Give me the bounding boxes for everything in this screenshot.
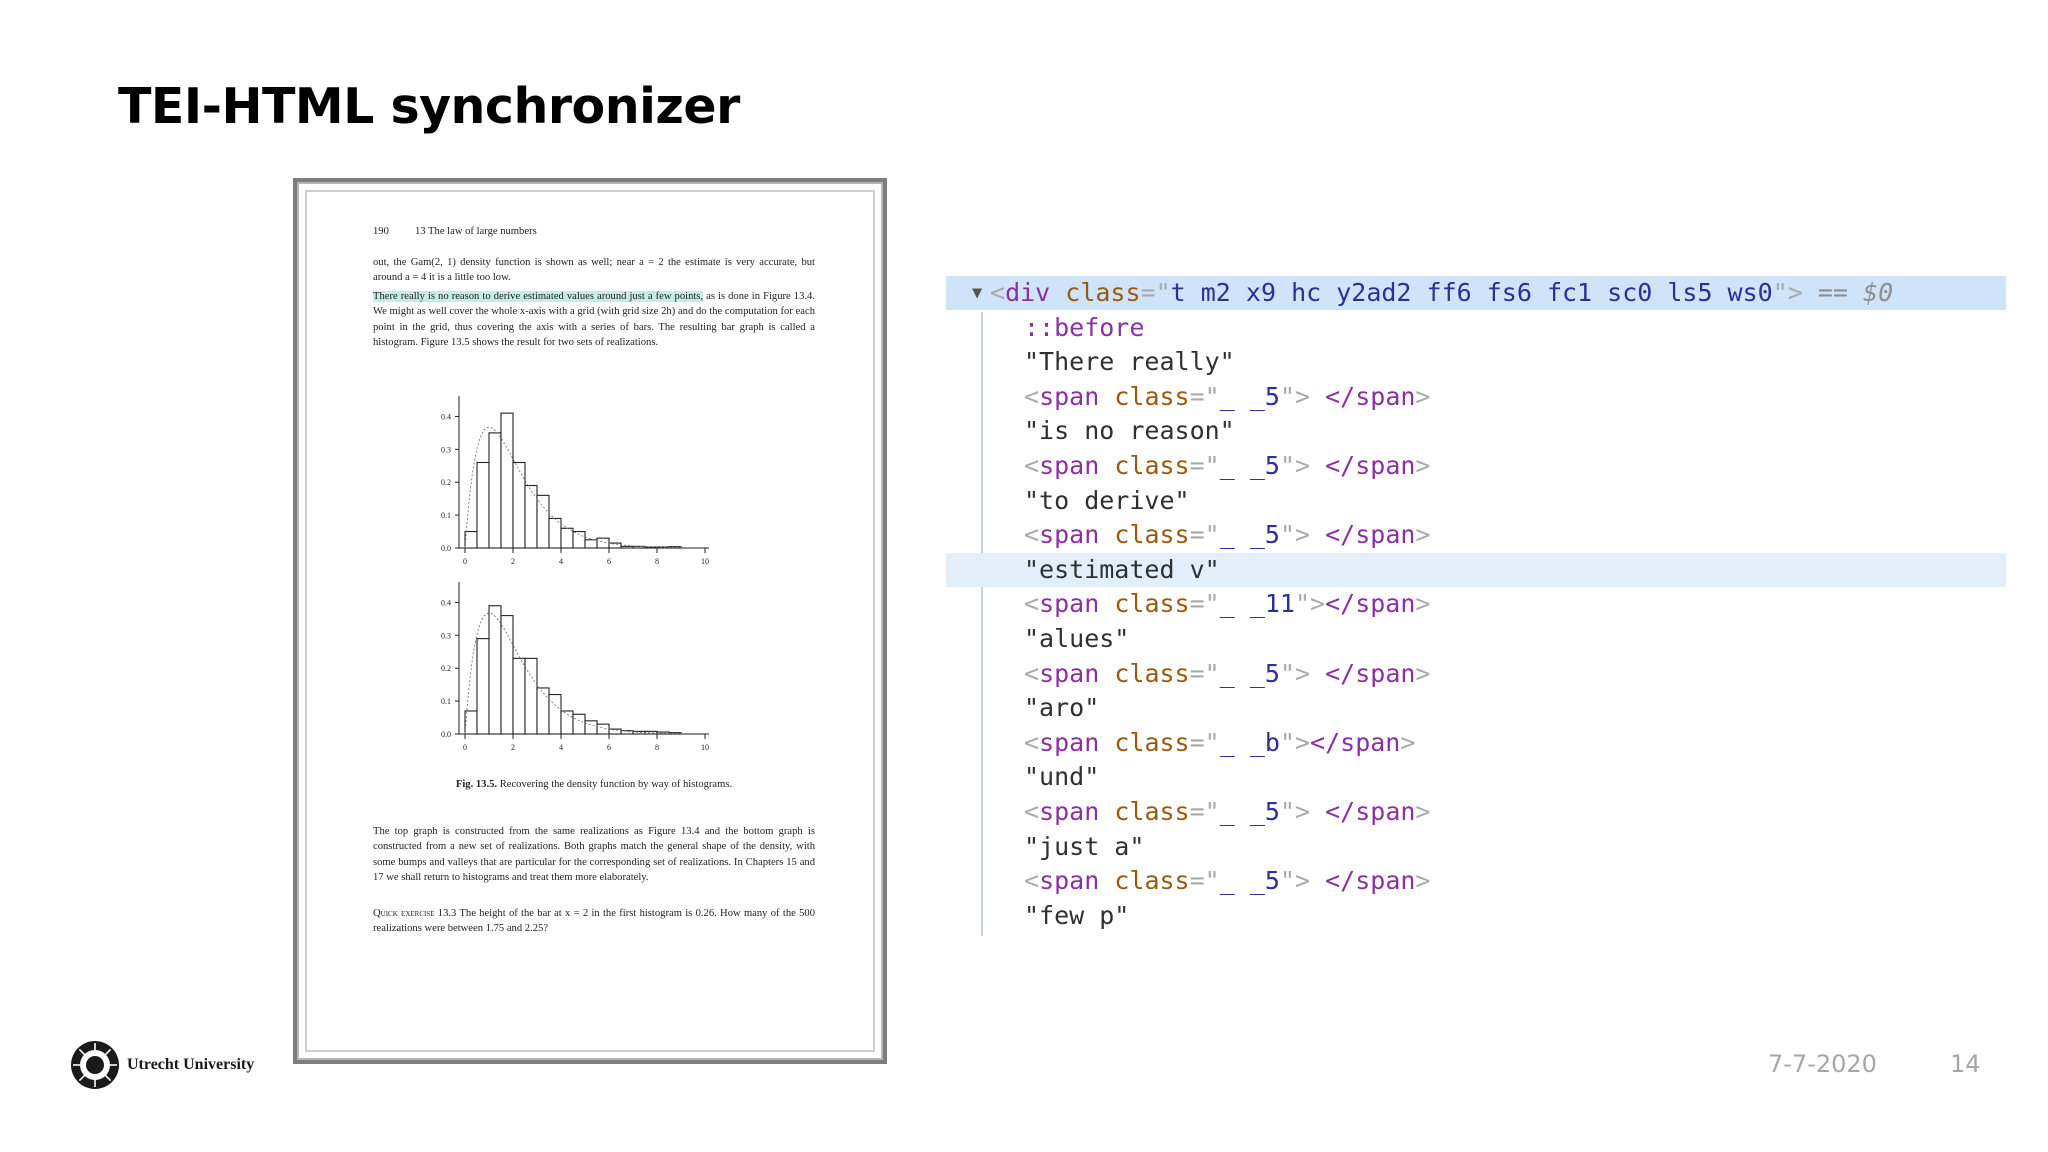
closing-tag: </span [1325, 797, 1416, 826]
text-node: "is no reason" [1024, 416, 1235, 445]
tag-name: span [1039, 728, 1100, 757]
tag-bracket: > [1415, 659, 1431, 688]
dom-node-content [1024, 380, 1430, 414]
histogram-bar [513, 462, 525, 548]
selected-node-marker: == $0 [1817, 278, 1894, 307]
dom-node-content [1024, 311, 1144, 345]
figure-caption-text: Recovering the density function by way of histograms. [497, 779, 733, 790]
tag-bracket: < [1024, 589, 1040, 618]
histogram-bar [585, 721, 597, 734]
dom-node-span[interactable] [946, 518, 2006, 552]
y-tick-label: 0.4 [441, 598, 451, 608]
tag-name: span [1039, 382, 1100, 411]
dom-node-text[interactable] [946, 414, 2006, 448]
dom-node-pseudo[interactable] [946, 311, 2006, 345]
dom-node-content [1024, 657, 1430, 691]
histogram-bar [477, 462, 489, 548]
y-tick-label: 0.1 [441, 511, 451, 521]
tag-name: span [1039, 451, 1100, 480]
space [1099, 520, 1114, 549]
tag-name: div [1005, 278, 1051, 307]
closing-tag: </span [1325, 866, 1416, 895]
attr-value: _ _5 [1219, 382, 1280, 411]
dom-node-content [1024, 830, 1144, 864]
tag-bracket: < [1024, 728, 1040, 757]
figure-caption [373, 779, 815, 790]
exercise-text: The height of the bar at x = 2 in the first histogram is 0.26. How many of the 500 realizations were between 1.75 and 2.25? [373, 908, 815, 935]
x-tick-label: 2 [511, 557, 515, 566]
space [1050, 278, 1065, 307]
dom-node-content [1024, 414, 1235, 448]
tag-bracket: < [1024, 520, 1040, 549]
tag-bracket: "> [1279, 728, 1311, 757]
tag-name: span [1039, 520, 1100, 549]
y-tick-label: 0.4 [441, 412, 451, 422]
dom-node-text[interactable] [946, 553, 2006, 587]
span-inner [1310, 451, 1325, 480]
dom-node-span[interactable] [946, 657, 2006, 691]
space [1099, 451, 1114, 480]
attr-value: t m2 x9 hc y2ad2 ff6 fs6 fc1 sc0 ls5 ws0 [1170, 278, 1773, 307]
tag-bracket: "> [1279, 451, 1311, 480]
dom-node-text[interactable] [946, 691, 2006, 725]
space [1099, 866, 1114, 895]
tag-name: span [1039, 659, 1100, 688]
dom-node-content [1024, 449, 1430, 483]
attr-eq: =" [1140, 278, 1171, 307]
histogram-bar [549, 518, 561, 548]
span-inner [1310, 797, 1325, 826]
attr-name: class [1114, 589, 1190, 618]
histogram-bar [465, 711, 477, 734]
highlighted-sentence: There really is no reason to derive estimated values around just a few points, [373, 291, 704, 302]
x-tick-label: 6 [607, 557, 611, 566]
tag-bracket: > [1415, 520, 1431, 549]
dom-node-content [1024, 726, 1415, 760]
dom-node-text[interactable] [946, 345, 2006, 379]
tag-bracket: < [990, 278, 1006, 307]
paragraph-2 [373, 289, 815, 351]
histogram-bottom [423, 574, 723, 759]
dom-node-span[interactable] [946, 380, 2006, 414]
dom-node-content [1024, 587, 1430, 621]
dom-node-text[interactable] [946, 760, 2006, 794]
quick-exercise [373, 906, 815, 937]
tag-bracket: "> [1294, 589, 1326, 618]
x-tick-label: 10 [701, 743, 709, 752]
y-tick-label: 0.3 [441, 445, 451, 455]
histogram-bar [501, 413, 513, 548]
paragraph-1: out, the Gam(2, 1) density function is shown as well; near a = 2 the estimate is very accurate, but around a = 4 it is a little too low. [373, 257, 815, 284]
dom-node-text[interactable] [946, 830, 2006, 864]
histogram-bar [477, 639, 489, 734]
attr-name: class [1114, 659, 1190, 688]
dom-node-content [1024, 760, 1099, 794]
dom-node-span[interactable] [946, 587, 2006, 621]
tag-bracket: > [1415, 797, 1431, 826]
exercise-label: Quick exercise 13.3 [373, 908, 457, 919]
tag-bracket: < [1024, 659, 1040, 688]
text-node: "few p" [1024, 901, 1130, 930]
dom-node-content [1024, 553, 1220, 587]
closing-tag: </span [1325, 451, 1416, 480]
text-node: "to derive" [1024, 486, 1190, 515]
tag-bracket: "> [1279, 866, 1311, 895]
attr-eq: =" [1189, 866, 1220, 895]
histogram-bar [597, 724, 609, 734]
dom-node-content [1024, 864, 1430, 898]
tag-bracket: "> [1279, 382, 1311, 411]
histogram-bar [489, 606, 501, 734]
histogram-bar [465, 532, 477, 548]
attr-name: class [1065, 278, 1141, 307]
attr-value: _ _b [1219, 728, 1280, 757]
tag-bracket: < [1024, 451, 1040, 480]
space [1099, 382, 1114, 411]
expand-triangle-icon[interactable]: ▼ [972, 283, 983, 303]
slide-date: 7-7-2020 [1768, 1050, 1877, 1078]
space [1099, 659, 1114, 688]
dom-node-content [1024, 518, 1430, 552]
text-node: "aro" [1024, 693, 1100, 722]
histogram-bar [657, 732, 669, 734]
attr-value: _ _5 [1219, 659, 1280, 688]
attr-eq: =" [1189, 659, 1220, 688]
attr-eq: =" [1189, 520, 1220, 549]
histogram-bar [561, 528, 573, 548]
closing-tag: </span [1325, 520, 1416, 549]
dom-node-content [1024, 691, 1099, 725]
x-tick-label: 2 [511, 743, 515, 752]
x-tick-label: 0 [463, 557, 467, 566]
span-inner [1310, 659, 1325, 688]
x-tick-label: 4 [559, 743, 563, 752]
dom-node-span[interactable] [946, 795, 2006, 829]
slide-page-number: 14 [1950, 1050, 1981, 1078]
dom-node-text[interactable] [946, 622, 2006, 656]
pseudo-element: ::before [1024, 313, 1145, 342]
dom-node-span[interactable] [946, 726, 2006, 760]
closing-tag: </span [1325, 382, 1416, 411]
attr-name: class [1114, 451, 1190, 480]
tag-bracket: > [1415, 866, 1431, 895]
x-tick-label: 4 [559, 557, 563, 566]
attr-eq: =" [1189, 451, 1220, 480]
histogram-bar [633, 546, 645, 548]
histogram-bar [621, 731, 633, 734]
y-tick-label: 0.2 [441, 664, 451, 674]
attr-eq: =" [1189, 382, 1220, 411]
dom-node-markup [990, 276, 1893, 310]
book-page-image [293, 178, 887, 1064]
histogram-bar [621, 546, 633, 548]
tag-bracket: "> [1279, 659, 1311, 688]
y-tick-label: 0.0 [441, 730, 451, 739]
text-node: "alues" [1024, 624, 1130, 653]
text-node: "just a" [1024, 832, 1145, 861]
histogram-bar [501, 616, 513, 734]
tag-bracket: "> [1772, 278, 1818, 307]
dom-node-content [1024, 795, 1430, 829]
tag-name: span [1039, 589, 1100, 618]
closing-tag: </span [1325, 659, 1416, 688]
histogram-bar [645, 731, 657, 734]
histogram-bar [537, 495, 549, 548]
y-tick-label: 0.3 [441, 631, 451, 641]
space [1099, 797, 1114, 826]
span-inner [1310, 520, 1325, 549]
histogram-bar [573, 714, 585, 734]
tag-bracket: "> [1279, 797, 1311, 826]
histogram-bar [609, 543, 621, 548]
y-tick-label: 0.1 [441, 697, 451, 707]
figure-label: Fig. 13.5. [455, 779, 498, 790]
y-tick-label: 0.0 [441, 544, 451, 553]
university-name: Utrecht University [127, 1056, 255, 1073]
devtools-elements-panel [946, 276, 2006, 936]
attr-name: class [1114, 520, 1190, 549]
histogram-bar [525, 486, 537, 548]
attr-name: class [1114, 866, 1190, 895]
dom-node-text[interactable] [946, 484, 2006, 518]
dom-node-span[interactable] [946, 449, 2006, 483]
histogram-bar [525, 658, 537, 734]
histogram-bar [489, 433, 501, 548]
attr-name: class [1114, 728, 1190, 757]
histogram-bar [609, 729, 621, 734]
running-head-title: 13 The law of large numbers [415, 226, 537, 237]
tag-bracket: < [1024, 866, 1040, 895]
tag-name: span [1039, 797, 1100, 826]
histogram-bar [549, 695, 561, 734]
dom-node-span[interactable] [946, 864, 2006, 898]
y-tick-label: 0.2 [441, 478, 451, 488]
histogram-bar [669, 547, 681, 548]
x-tick-label: 0 [463, 743, 467, 752]
attr-value: _ _5 [1219, 520, 1280, 549]
paragraph-3: The top graph is constructed from the same realizations as Figure 13.4 and the bottom graph is constructed from a new set of realizations. Both graphs match the general shape of the density, with some bumps and valleys that are particular for the corresponding set of realizations. In Chapters 15 and 17 we shall return to histograms and treat them more elaborately. [373, 826, 815, 884]
tag-bracket: < [1024, 797, 1040, 826]
space [1099, 589, 1114, 618]
attr-value: _ _5 [1219, 797, 1280, 826]
histogram-bar [657, 547, 669, 548]
book-page [305, 190, 875, 1052]
tag-bracket: < [1024, 382, 1040, 411]
dom-node-text[interactable] [946, 899, 2006, 933]
dom-node-content [1024, 622, 1129, 656]
attr-value: _ _5 [1219, 451, 1280, 480]
closing-tag: </span [1310, 728, 1401, 757]
attr-value: _ _5 [1219, 866, 1280, 895]
running-head [373, 224, 815, 239]
paragraph-2-rest: as is done in Figure 13.4. We might as well cover the whole x-axis with a grid (with grid size 2h) and do the computation for each point in the grid, thus covering the axis with a series of bars. The resulting bar graph is called a histogram. Figure 13.5 shows the result for two sets of realizations. [373, 291, 815, 349]
slide-title: TEI-HTML synchronizer [118, 78, 740, 135]
span-inner [1310, 382, 1325, 411]
x-tick-label: 10 [701, 557, 709, 566]
x-tick-label: 6 [607, 743, 611, 752]
histogram-bar [537, 688, 549, 734]
tag-bracket: "> [1279, 520, 1311, 549]
x-tick-label: 8 [655, 743, 659, 752]
histogram-bar [597, 538, 609, 548]
x-tick-label: 8 [655, 557, 659, 566]
histogram-bar [633, 731, 645, 734]
text-node: "und" [1024, 762, 1100, 791]
histogram-bar [513, 658, 525, 734]
dom-node-content [1024, 345, 1235, 379]
attr-eq: =" [1189, 797, 1220, 826]
attr-value: _ _11 [1219, 589, 1295, 618]
tag-bracket: > [1415, 589, 1431, 618]
closing-tag: </span [1325, 589, 1416, 618]
span-inner [1310, 866, 1325, 895]
tag-name: span [1039, 866, 1100, 895]
tag-bracket: > [1415, 451, 1431, 480]
dom-node-content [1024, 484, 1190, 518]
text-node: "estimated v" [1024, 555, 1220, 584]
dom-node-content [1024, 899, 1129, 933]
utrecht-university-logo-icon [70, 1040, 120, 1090]
histogram-top [423, 388, 723, 573]
tag-bracket: > [1400, 728, 1416, 757]
dom-node-div-selected[interactable] [946, 276, 2006, 310]
attr-eq: =" [1189, 728, 1220, 757]
attr-name: class [1114, 797, 1190, 826]
space [1099, 728, 1114, 757]
tag-bracket: > [1415, 382, 1431, 411]
histogram-bar [585, 540, 597, 548]
text-node: "There really" [1024, 347, 1235, 376]
histogram-bar [645, 547, 657, 548]
attr-eq: =" [1189, 589, 1220, 618]
book-page-number: 190 [373, 226, 389, 237]
attr-name: class [1114, 382, 1190, 411]
histogram-bar [669, 733, 681, 734]
